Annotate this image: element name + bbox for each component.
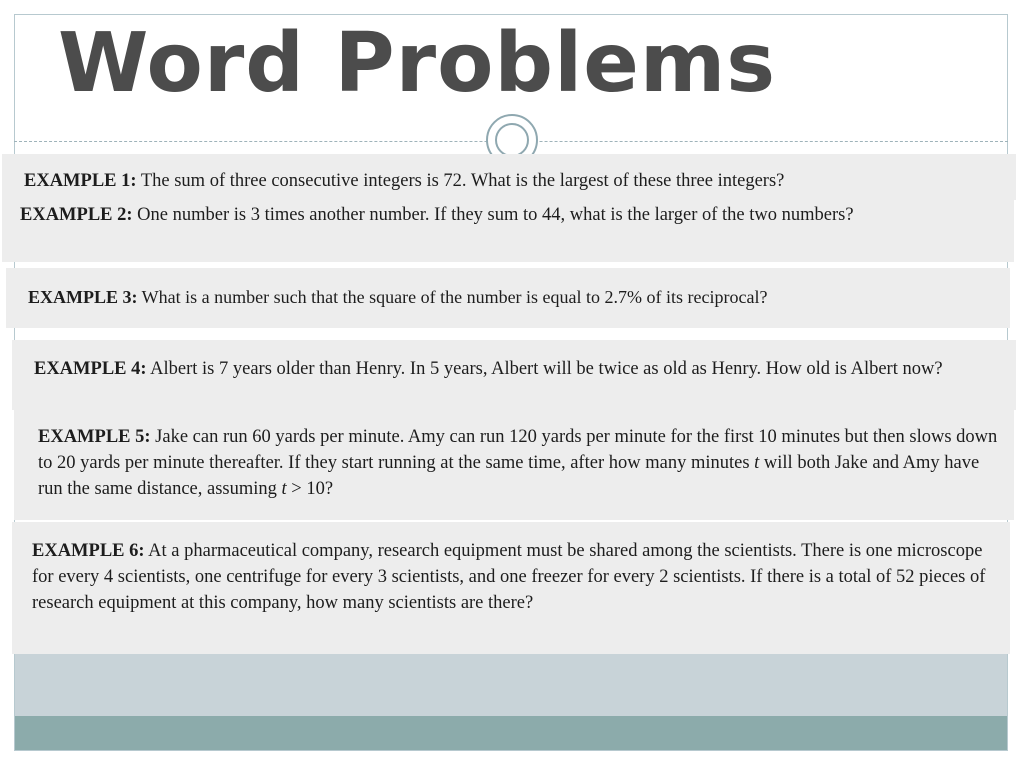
example-2-card [2, 198, 1014, 262]
variable-t: t [754, 453, 760, 473]
example-4-card [12, 340, 1016, 410]
footer-band-light [15, 654, 1007, 716]
ring-inner-circle [495, 123, 529, 157]
example-5-text-a: Jake can run 60 yards per minute. Amy can run 120 yards per minute for the first 10 minutes but then slows down to 20 yards per minute thereafter. If they start running at the same time, after how many minutes [38, 427, 998, 473]
example-1-text: The sum of three consecutive integers is 72. What is the largest of these three integers? [136, 171, 785, 191]
example-6-label: EXAMPLE 6: [32, 541, 145, 561]
variable-t-2: t [281, 479, 287, 499]
example-1-card [2, 154, 1016, 200]
page-title: Word Problems [58, 16, 777, 111]
example-2-label: EXAMPLE 2: [20, 205, 133, 225]
example-1-label: EXAMPLE 1: [24, 171, 137, 191]
example-6-card [12, 522, 1010, 654]
example-5-text-b: will both Jake and Amy have run the same distance, assuming [38, 453, 980, 499]
example-5-label: EXAMPLE 5: [38, 427, 151, 447]
example-5-card [14, 408, 1014, 520]
example-6-text: At a pharmaceutical company, research equipment must be shared among the scientists. There is one microscope for every 4 scientists, one centrifuge for every 3 scientists, and one freezer for every 2 scientists. If there is a total of 52 pieces of research equipment at this company, how many scientists are there? [32, 541, 986, 613]
example-3-label: EXAMPLE 3: [28, 287, 138, 307]
example-2-text: One number is 3 times another number. If they sum to 44, what is the larger of the two numbers? [132, 205, 854, 225]
example-3-card [6, 268, 1010, 328]
example-3-text: What is a number such that the square of the number is equal to 2.7% of its reciprocal? [137, 287, 768, 307]
example-5-text-c: > 10? [286, 479, 334, 499]
example-4-text: Albert is 7 years older than Henry. In 5 years, Albert will be twice as old as Henry. How old is Albert now? [146, 359, 943, 379]
footer-band-dark [15, 716, 1007, 750]
example-4-label: EXAMPLE 4: [34, 359, 147, 379]
